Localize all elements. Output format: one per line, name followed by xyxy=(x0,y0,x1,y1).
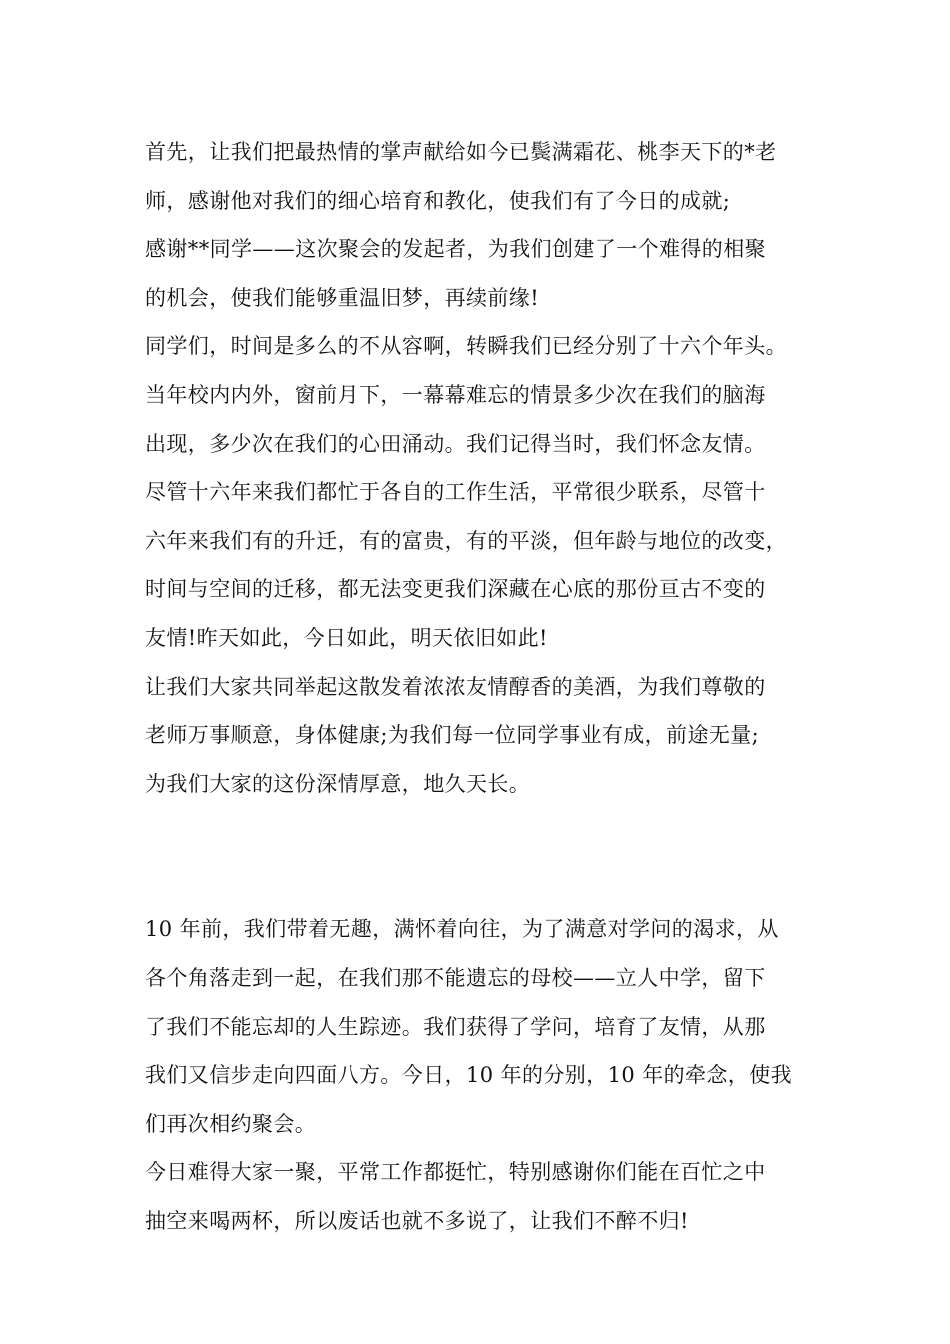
text-line: 的机会，使我们能够重温旧梦，再续前缘! xyxy=(145,285,540,310)
document-body xyxy=(145,128,810,1245)
text-line: 友情!昨天如此，今日如此，明天依旧如此! xyxy=(145,625,548,650)
text-line: 了我们不能忘却的人生踪迹。我们获得了学问，培育了友情，从那 xyxy=(145,1014,766,1039)
text-line: 时间与空间的迁移，都无法变更我们深藏在心底的那份亘古不变的 xyxy=(145,577,766,602)
text-block-2 xyxy=(145,905,810,1245)
text-line: 当年校内内外，窗前月下，一幕幕难忘的情景多少次在我们的脑海 xyxy=(145,382,766,407)
text-line: 为我们大家的这份深情厚意，地久天长。 xyxy=(145,771,531,796)
text-line: 老师万事顺意，身体健康;为我们每一位同学事业有成，前途无量; xyxy=(145,723,760,748)
text-line: 10 年前，我们带着无趣，满怀着向往，为了满意对学问的渴求，从 xyxy=(145,917,779,942)
text-line: 六年来我们有的升迁，有的富贵，有的平淡，但年龄与地位的改变， xyxy=(145,528,787,553)
text-block-1 xyxy=(145,128,810,808)
text-line: 师，感谢他对我们的细心培育和教化，使我们有了今日的成就; xyxy=(145,188,731,213)
text-line: 让我们大家共同举起这散发着浓浓友情醇香的美酒，为我们尊敬的 xyxy=(145,674,766,699)
text-line: 我们又信步走向四面八方。今日，10 年的分别，10 年的牵念，使我 xyxy=(145,1063,792,1088)
text-line: 各个角落走到一起，在我们那不能遗忘的母校——立人中学，留下 xyxy=(145,965,766,990)
text-line: 们再次相约聚会。 xyxy=(145,1111,317,1136)
text-line: 感谢**同学——这次聚会的发起者，为我们创建了一个难得的相聚 xyxy=(145,237,766,262)
text-line: 今日难得大家一聚，平常工作都挺忙，特别感谢你们能在百忙之中 xyxy=(145,1160,766,1185)
text-line: 抽空来喝两杯，所以废话也就不多说了，让我们不醉不归! xyxy=(145,1208,689,1233)
text-line: 同学们，时间是多么的不从容啊，转瞬我们已经分别了十六个年头。 xyxy=(145,334,787,359)
text-line: 首先，让我们把最热情的掌声献给如今已鬓满霜花、桃李天下的*老 xyxy=(145,140,777,164)
block-spacer xyxy=(145,808,810,905)
text-line: 出现，多少次在我们的心田涌动。我们记得当时，我们怀念友情。 xyxy=(145,431,766,456)
text-line: 尽管十六年来我们都忙于各自的工作生活，平常很少联系，尽管十 xyxy=(145,480,766,505)
